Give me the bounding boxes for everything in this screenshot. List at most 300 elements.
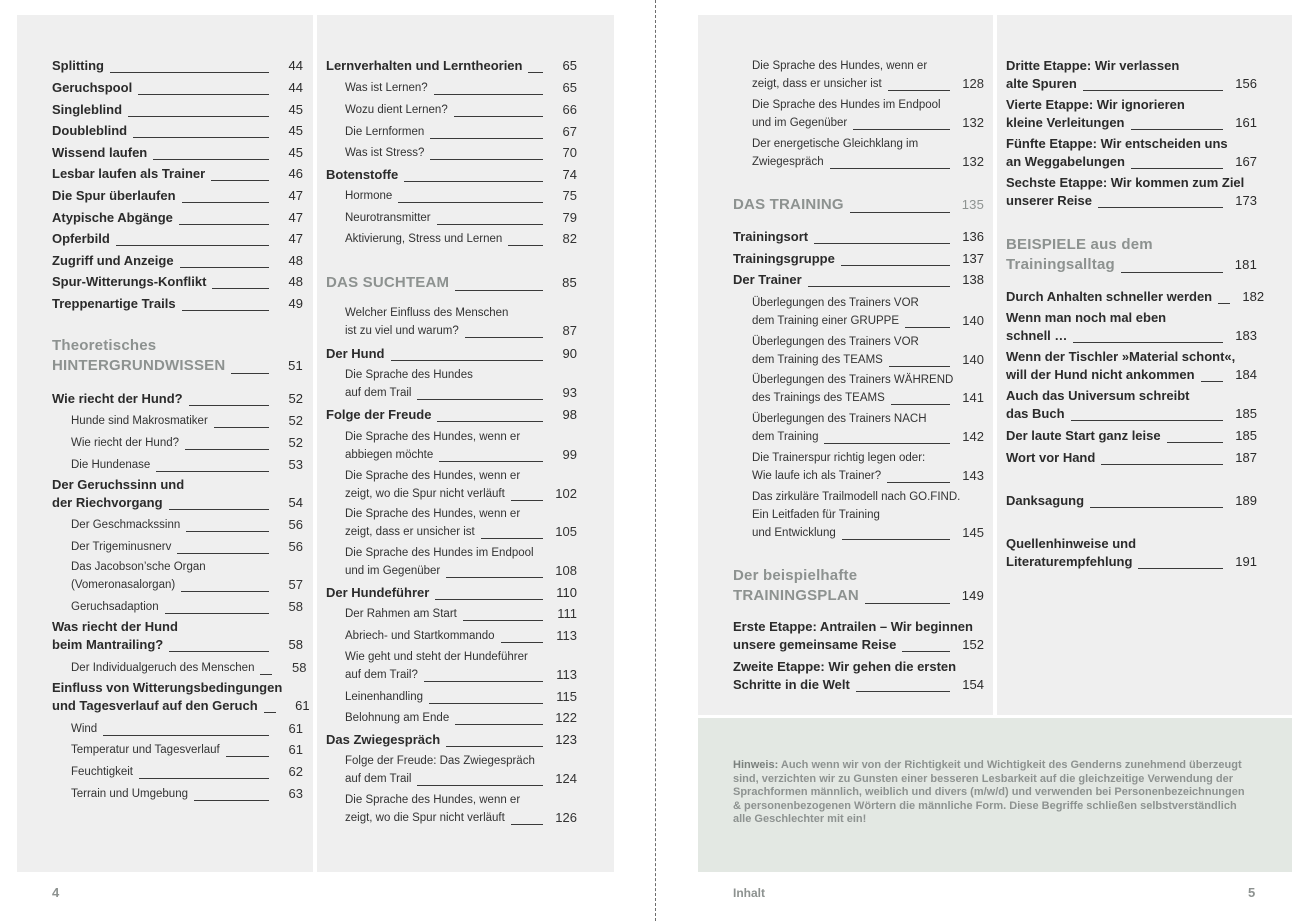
toc-entry-title: Wort vor Hand <box>1006 450 1096 465</box>
leader-line <box>891 404 950 405</box>
toc-entry[interactable] <box>52 456 303 474</box>
toc-entry-title: und Entwicklung <box>752 527 836 539</box>
toc-entry[interactable] <box>326 467 577 503</box>
leader-line <box>435 599 543 600</box>
toc-entry-row <box>345 562 577 580</box>
toc-page-number: 44 <box>288 80 303 95</box>
leader-line <box>446 746 543 747</box>
toc-entry[interactable] <box>326 428 577 464</box>
toc-entry-title: Schritte in die Welt <box>733 677 850 692</box>
toc-entry-title-line: Das zirkuläre Trailmodell nach GO.FIND. <box>752 491 961 503</box>
leader-line <box>186 531 269 532</box>
toc-entry[interactable] <box>326 79 577 97</box>
toc-entry-title-line: Vierte Etappe: Wir ignorieren <box>1006 97 1185 112</box>
leader-line <box>424 681 543 682</box>
toc-entry-row <box>345 485 577 503</box>
toc-entry[interactable] <box>52 412 303 430</box>
toc-entry[interactable] <box>52 390 303 408</box>
toc-page-number: 65 <box>562 58 577 73</box>
toc-entry-title: Das Zwiegespräch <box>326 732 441 747</box>
toc-entry-title: Treppenartige Trails <box>52 296 176 311</box>
toc-entry[interactable] <box>326 273 577 293</box>
toc-entry-row <box>52 79 303 97</box>
toc-entry-row <box>71 456 303 474</box>
toc-entry-row <box>326 273 577 293</box>
toc-entry[interactable] <box>733 488 984 542</box>
toc-entry-title-line: Der beispielhafte <box>733 567 858 584</box>
toc-entry-title-line: Die Sprache des Hundes, wenn er <box>345 794 521 806</box>
toc-entry-title: unsere gemeinsame Reise <box>733 637 897 652</box>
page-number-right: 5 <box>1248 885 1256 900</box>
toc-page-number: 67 <box>562 124 577 139</box>
toc-entry-row <box>1006 288 1265 306</box>
toc-entry-title: Was ist Stress? <box>345 147 425 159</box>
toc-entry-row <box>752 153 984 171</box>
toc-entry[interactable] <box>733 195 984 215</box>
toc-entry-row <box>1006 192 1257 210</box>
toc-entry[interactable] <box>733 371 984 407</box>
leader-line <box>1073 342 1223 343</box>
toc-page-number: 149 <box>961 588 984 603</box>
toc-entry[interactable] <box>326 144 577 162</box>
toc-entry-row <box>345 384 577 402</box>
toc-entry-row <box>1006 366 1257 384</box>
toc-entry-title-line: Dritte Etappe: Wir verlassen <box>1006 58 1180 73</box>
leader-line <box>1201 381 1223 382</box>
toc-entry-title-line: Fünfte Etappe: Wir entscheiden uns <box>1006 136 1228 151</box>
leader-line <box>103 735 269 736</box>
leader-line <box>429 703 543 704</box>
toc-entry[interactable] <box>1006 427 1257 445</box>
toc-entry[interactable] <box>1006 535 1257 571</box>
toc-entry-title: ist zu viel und warum? <box>345 325 459 337</box>
leader-line <box>177 553 269 554</box>
toc-entry[interactable] <box>1006 96 1257 132</box>
toc-entry-title: Hormone <box>345 190 393 202</box>
toc-entry-title: alte Spuren <box>1006 76 1077 91</box>
toc-page-number: 61 <box>295 698 310 713</box>
toc-entry[interactable] <box>52 57 303 75</box>
toc-page-number: 145 <box>962 525 984 540</box>
toc-entry-row <box>71 516 303 534</box>
toc-page-number: 113 <box>556 628 577 643</box>
toc-page-number: 62 <box>288 764 303 779</box>
toc-page-number: 99 <box>562 447 577 462</box>
toc-page-number: 49 <box>288 296 303 311</box>
toc-entry[interactable] <box>52 295 303 313</box>
toc-entry-title-line: Theoretisches <box>52 337 157 354</box>
toc-page-number: 167 <box>1235 154 1257 169</box>
toc-page-number: 135 <box>961 197 984 212</box>
toc-page-number: 63 <box>288 786 303 801</box>
toc-entry-row <box>733 250 984 268</box>
leader-line <box>814 243 950 244</box>
toc-entry[interactable] <box>326 345 577 363</box>
toc-page-number: 52 <box>288 391 303 406</box>
leader-line <box>889 366 950 367</box>
toc-entry[interactable] <box>733 271 984 289</box>
toc-entry[interactable] <box>1006 57 1257 93</box>
toc-entry-row <box>752 312 984 330</box>
toc-entry[interactable] <box>1006 387 1257 423</box>
leader-line <box>1167 442 1223 443</box>
toc-entry-title: Der Trainer <box>733 272 802 287</box>
toc-entry-title: Singleblind <box>52 102 123 117</box>
toc-entry-title-line: Ein Leitfaden für Training <box>752 509 880 521</box>
toc-page-number: 82 <box>562 231 577 246</box>
toc-entry-title: Wie laufe ich als Trainer? <box>752 470 882 482</box>
toc-entry-title-line: Überlegungen des Trainers NACH <box>752 413 927 425</box>
toc-entry[interactable] <box>52 785 303 803</box>
leader-line <box>194 800 269 801</box>
toc-entry[interactable] <box>326 605 577 623</box>
toc-entry-title-line: Die Sprache des Hundes, wenn er <box>345 508 521 520</box>
toc-entry[interactable] <box>326 627 577 645</box>
leader-line <box>853 129 950 130</box>
toc-entry-title: Zwiegespräch <box>752 156 824 168</box>
toc-entry-title: Hunde sind Makrosmatiker <box>71 415 208 427</box>
toc-entry-row <box>345 666 577 684</box>
toc-entry-title-line: Erste Etappe: Antrailen – Wir beginnen <box>733 619 973 634</box>
toc-entry-row <box>71 412 303 430</box>
toc-entry[interactable] <box>52 516 303 534</box>
toc-entry[interactable] <box>52 679 310 715</box>
leader-line <box>417 785 543 786</box>
toc-page-number: 138 <box>962 272 984 287</box>
toc-entry-row <box>733 228 984 246</box>
toc-entry[interactable] <box>52 187 303 205</box>
leader-line <box>856 691 950 692</box>
toc-entry-title: Wie riecht der Hund? <box>52 391 183 406</box>
toc-entry-title: und im Gegenüber <box>752 117 848 129</box>
toc-entry[interactable] <box>326 57 577 75</box>
toc-entry-row <box>1006 553 1257 571</box>
toc-entry[interactable] <box>52 252 303 270</box>
toc-page-number: 58 <box>288 599 303 614</box>
toc-entry-title-line: Einfluss von Witterungsbedingungen <box>52 680 283 695</box>
toc-page-number: 161 <box>1235 115 1257 130</box>
toc-entry-title: Leinenhandling <box>345 691 424 703</box>
gender-note <box>733 759 1253 827</box>
toc-entry[interactable] <box>733 250 984 268</box>
toc-entry[interactable] <box>326 187 577 205</box>
toc-page-number: 65 <box>562 80 577 95</box>
toc-entry-title: Doubleblind <box>52 123 128 138</box>
toc-entry[interactable] <box>52 618 303 654</box>
toc-entry-title: Die Lernformen <box>345 126 425 138</box>
toc-entry-row <box>52 165 303 183</box>
leader-line <box>153 159 269 160</box>
toc-entry-title-line: Wenn der Tischler »Material schont«, <box>1006 349 1236 364</box>
leader-line <box>511 500 543 501</box>
toc-entry-title-line: Was riecht der Hund <box>52 619 178 634</box>
toc-entry-row <box>345 809 577 827</box>
toc-entry[interactable] <box>52 209 303 227</box>
leader-line <box>211 180 269 181</box>
toc-entry[interactable] <box>326 166 577 184</box>
toc-entry-title: Feuchtigkeit <box>71 766 134 778</box>
toc-entry[interactable] <box>52 165 303 183</box>
toc-entry[interactable] <box>733 410 984 446</box>
toc-page-number: 45 <box>288 145 303 160</box>
note-text: Auch wenn wir von der Richtigkeit und Wichtigkeit des Genderns zunehmend überzeugt sind, verzichten wir zu Gunsten einer besseren Lesbarkeit auf die gleichzeitige Verwendung der Sprachformen männlich, weiblich und divers (m/w/d) und verwenden bei Personenbezeichnungen & personenbezogenen Wörtern die männliche Form. Diese Begriffe schließen selbstverständlich alle Geschlechter mit ein! <box>733 759 1245 825</box>
toc-entry-title: zeigt, dass er unsicher ist <box>752 78 882 90</box>
leader-line <box>264 712 276 713</box>
leader-line <box>169 651 269 652</box>
toc-entry-title: Trainingsgruppe <box>733 251 835 266</box>
leader-line <box>182 202 269 203</box>
toc-entry[interactable] <box>1006 348 1257 384</box>
toc-entry-title: Geruchsadaption <box>71 601 159 613</box>
toc-page-number: 45 <box>288 123 303 138</box>
toc-page-number: 115 <box>556 689 577 704</box>
toc-entry-row <box>52 390 303 408</box>
leader-line <box>463 620 543 621</box>
toc-entry-row <box>752 114 984 132</box>
toc-entry[interactable] <box>733 57 984 93</box>
leader-line <box>156 471 269 472</box>
toc-entry-row <box>71 785 303 803</box>
leader-line <box>110 72 269 73</box>
toc-entry[interactable] <box>52 741 303 759</box>
toc-entry[interactable] <box>326 304 577 340</box>
leader-line <box>391 360 544 361</box>
toc-page-number: 105 <box>555 524 577 539</box>
toc-entry-title: DAS TRAINING <box>733 196 844 213</box>
leader-line <box>180 267 269 268</box>
toc-page-number: 58 <box>292 660 307 675</box>
toc-entry[interactable] <box>52 101 303 119</box>
toc-entry-row <box>71 741 303 759</box>
toc-entry[interactable] <box>733 566 984 606</box>
toc-entry-title: Der Hundeführer <box>326 585 430 600</box>
toc-entry-title: dem Training des TEAMS <box>752 354 883 366</box>
leader-line <box>437 421 543 422</box>
toc-entry[interactable] <box>326 209 577 227</box>
toc-entry-title: Lesbar laufen als Trainer <box>52 166 206 181</box>
toc-entry[interactable] <box>326 101 577 119</box>
toc-entry-title-line: Auch das Universum schreibt <box>1006 388 1190 403</box>
toc-entry[interactable] <box>326 544 577 580</box>
toc-column-left-2 <box>326 0 577 921</box>
toc-entry-title: auf dem Trail <box>345 773 412 785</box>
toc-entry-row <box>345 322 577 340</box>
toc-entry[interactable] <box>326 366 577 402</box>
leader-line <box>1138 568 1223 569</box>
toc-entry-row <box>733 586 984 606</box>
leader-line <box>165 613 269 614</box>
toc-entry-row <box>733 676 984 694</box>
toc-entry[interactable] <box>52 273 303 291</box>
toc-entry-title: Belohnung am Ende <box>345 712 450 724</box>
toc-page-number: 45 <box>288 102 303 117</box>
toc-entry-row <box>752 467 984 485</box>
leader-line <box>212 288 269 289</box>
toc-entry[interactable] <box>326 230 577 248</box>
toc-entry-title: Terrain und Umgebung <box>71 788 188 800</box>
toc-entry[interactable] <box>326 752 577 788</box>
toc-page-number: 57 <box>288 577 303 592</box>
toc-entry[interactable] <box>52 720 303 738</box>
leader-line <box>430 159 543 160</box>
toc-entry[interactable] <box>52 79 303 97</box>
toc-entry-row <box>345 770 577 788</box>
leader-line <box>128 116 269 117</box>
toc-entry-title-line: Wenn man noch mal eben <box>1006 310 1167 325</box>
toc-entry[interactable] <box>733 618 984 654</box>
toc-entry-row <box>345 627 577 645</box>
toc-entry-row <box>345 101 577 119</box>
toc-entry[interactable] <box>52 659 307 677</box>
toc-entry[interactable] <box>733 294 984 330</box>
toc-entry-title: Folge der Freude <box>326 407 432 422</box>
toc-entry[interactable] <box>326 688 577 706</box>
leader-line <box>1101 464 1223 465</box>
toc-page-number: 136 <box>962 229 984 244</box>
toc-entry-title: Neurotransmitter <box>345 212 431 224</box>
toc-page-number: 132 <box>962 115 984 130</box>
toc-entry[interactable] <box>326 648 577 684</box>
toc-entry-title: (Vomeronasalorgan) <box>71 579 176 591</box>
leader-line <box>404 181 543 182</box>
toc-entry[interactable] <box>1006 135 1257 171</box>
toc-entry-row <box>326 584 577 602</box>
toc-entry-title: Aktivierung, Stress und Lernen <box>345 233 503 245</box>
toc-entry-row <box>733 195 984 215</box>
toc-entry-title: Wissend laufen <box>52 145 148 160</box>
toc-page-number: 47 <box>288 210 303 225</box>
toc-entry[interactable] <box>52 538 303 556</box>
toc-entry[interactable] <box>326 505 577 541</box>
toc-entry-row <box>733 636 984 654</box>
toc-entry-title: Wozu dient Lernen? <box>345 104 448 116</box>
leader-line <box>1218 303 1230 304</box>
toc-page-number: 132 <box>962 154 984 169</box>
toc-entry[interactable] <box>326 791 577 827</box>
toc-entry-row <box>1006 153 1257 171</box>
toc-page-number: 110 <box>556 585 577 600</box>
toc-entry-row <box>52 494 303 512</box>
toc-entry[interactable] <box>52 230 303 248</box>
toc-entry-row <box>52 697 310 715</box>
toc-entry[interactable] <box>1006 288 1265 306</box>
leader-line <box>439 461 543 462</box>
toc-entry[interactable] <box>1006 309 1257 345</box>
toc-entry-title: Wie riecht der Hund? <box>71 437 180 449</box>
toc-page-number: 123 <box>555 732 577 747</box>
leader-line <box>181 591 269 592</box>
leader-line <box>1131 168 1223 169</box>
toc-page-number: 52 <box>288 435 303 450</box>
toc-entry[interactable] <box>1006 174 1257 210</box>
leader-line <box>850 212 950 213</box>
toc-entry-row <box>52 57 303 75</box>
toc-entry[interactable] <box>1006 235 1257 275</box>
toc-entry-title-line: Quellenhinweise und <box>1006 536 1137 551</box>
toc-entry[interactable] <box>52 144 303 162</box>
toc-page-number: 156 <box>1235 76 1257 91</box>
toc-entry-title: Der laute Start ganz leise <box>1006 428 1161 443</box>
toc-entry-title-line: Die Sprache des Hundes <box>345 369 473 381</box>
leader-line <box>841 265 950 266</box>
toc-entry[interactable] <box>733 658 984 694</box>
toc-entry-title: Abriech- und Startkommando <box>345 630 495 642</box>
toc-entry[interactable] <box>326 123 577 141</box>
toc-entry-title: Was ist Lernen? <box>345 82 428 94</box>
toc-page-number: 128 <box>962 76 984 91</box>
toc-entry[interactable] <box>733 228 984 246</box>
toc-entry-row <box>71 598 303 616</box>
toc-entry-title-line: Überlegungen des Trainers VOR <box>752 297 919 309</box>
toc-entry[interactable] <box>52 763 303 781</box>
toc-entry[interactable] <box>52 558 303 594</box>
toc-entry-title-line: Die Sprache des Hundes, wenn er <box>345 470 521 482</box>
toc-entry-title: Literaturempfehlung <box>1006 554 1133 569</box>
toc-page-number: 185 <box>1235 428 1257 443</box>
toc-entry-title: Danksagung <box>1006 493 1085 508</box>
leader-line <box>179 224 269 225</box>
leader-line <box>260 674 272 675</box>
toc-entry[interactable] <box>733 96 984 132</box>
toc-page-number: 85 <box>562 275 577 290</box>
toc-page-number: 137 <box>962 251 984 266</box>
leader-line <box>1090 507 1223 508</box>
toc-entry[interactable] <box>52 336 303 376</box>
toc-page-number: 70 <box>562 145 577 160</box>
leader-line <box>133 137 269 138</box>
leader-line <box>455 290 543 291</box>
toc-entry[interactable] <box>326 406 577 424</box>
toc-entry-row <box>52 187 303 205</box>
page-fold-line <box>655 0 656 921</box>
leader-line <box>1098 207 1223 208</box>
leader-line <box>842 539 950 540</box>
toc-entry[interactable] <box>1006 449 1257 467</box>
leader-line <box>808 286 950 287</box>
toc-page-number: 47 <box>288 231 303 246</box>
toc-entry[interactable] <box>326 709 577 727</box>
toc-entry-title: abbiegen möchte <box>345 449 434 461</box>
page-number-left: 4 <box>52 885 60 900</box>
toc-page-number: 181 <box>1234 257 1257 272</box>
toc-entry-title: auf dem Trail? <box>345 669 418 681</box>
toc-entry[interactable] <box>52 476 303 512</box>
leader-line <box>185 449 269 450</box>
toc-entry-title: und im Gegenüber <box>345 565 441 577</box>
toc-page-number: 140 <box>962 313 984 328</box>
toc-entry[interactable] <box>52 598 303 616</box>
toc-entry[interactable] <box>326 731 577 749</box>
toc-entry[interactable] <box>733 449 984 485</box>
toc-entry-row <box>733 271 984 289</box>
toc-entry[interactable] <box>733 135 984 171</box>
toc-entry-title: dem Training <box>752 431 819 443</box>
toc-entry-row <box>71 576 303 594</box>
toc-entry[interactable] <box>326 584 577 602</box>
toc-entry-row <box>52 230 303 248</box>
toc-entry[interactable] <box>52 434 303 452</box>
toc-entry-title-line: Zweite Etappe: Wir gehen die ersten <box>733 659 957 674</box>
toc-page-number: 93 <box>562 385 577 400</box>
toc-entry[interactable] <box>733 333 984 369</box>
leader-line <box>116 245 269 246</box>
toc-entry[interactable] <box>1006 492 1257 510</box>
leader-line <box>189 405 269 406</box>
leader-line <box>434 94 543 95</box>
toc-entry[interactable] <box>52 122 303 140</box>
toc-page-number: 154 <box>962 677 984 692</box>
leader-line <box>905 327 950 328</box>
